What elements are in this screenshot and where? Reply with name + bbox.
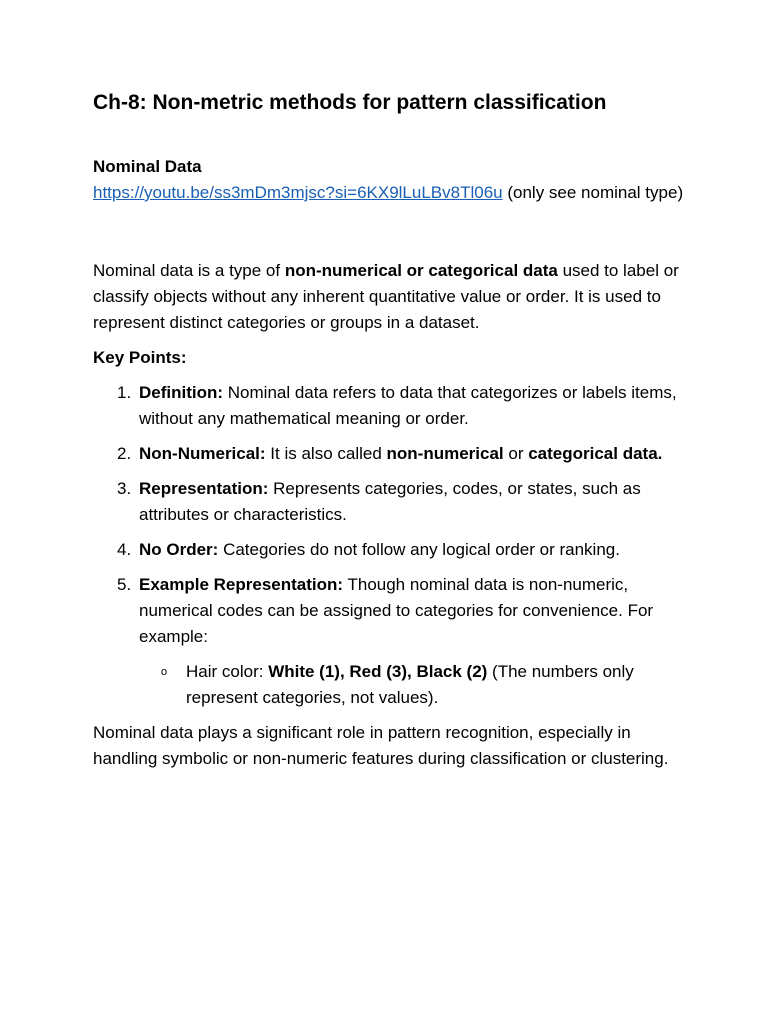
intro-paragraph [93,258,693,336]
point-label: Example Representation: [139,575,344,594]
sub-text: (The numbers only represent categories, not values). [186,662,634,707]
point-label: Representation: [139,479,269,498]
point-text: Nominal data refers to data that categorizes or labels items, without any mathematical meaning or order. [139,383,677,428]
hollow-bullet-icon: o [161,666,168,678]
key-points-heading: Key Points: [93,348,187,367]
point-text: Represents categories, codes, or states, such as attributes or characteristics. [139,479,641,524]
closing-paragraph: Nominal data plays a significant role in pattern recognition, especially in handling symbolic or non-numeric features during classification or clustering. [93,723,669,768]
point-text: or [503,444,529,463]
list-item [93,537,693,563]
list-number: 4. [117,540,132,559]
list-item [93,476,693,528]
list-number: 1. [117,383,132,402]
intro-pre: Nominal data is a type of [93,261,285,280]
point-label: No Order: [139,540,219,559]
list-item [93,380,693,432]
point-text: Categories do not follow any logical order or ranking. [218,540,620,559]
list-number: 3. [117,479,132,498]
document-page [93,88,693,772]
point-bold: non-numerical [386,444,504,463]
list-number: 5. [117,575,132,594]
sub-bold: White (1), Red (3), Black (2) [268,662,488,681]
page-title: Ch-8: Non-metric methods for pattern classification [93,91,607,114]
section-heading: Nominal Data [93,157,202,176]
sub-list-item [139,659,693,711]
video-link[interactable]: https://youtu.be/ss3mDm3mjsc?si=6KX9lLuLBv8Tl06u [93,183,503,202]
point-bold: categorical data. [528,444,663,463]
link-note: (only see nominal type) [502,183,684,202]
sub-text: Hair color: [186,662,269,681]
point-text: It is also called [265,444,387,463]
sub-list [139,659,693,711]
point-label: Definition: [139,383,224,402]
list-item [93,572,693,711]
list-number: 2. [117,444,132,463]
link-paragraph [93,180,693,206]
list-item [93,441,693,467]
key-points-list [93,380,693,711]
intro-bold: non-numerical or categorical data [284,261,558,280]
point-text: Though nominal data is non-numeric, numerical codes can be assigned to categories for convenience. For example: [139,575,654,646]
point-label: Non-Numerical: [139,444,266,463]
intro-post: used to label or classify objects without any inherent quantitative value or order. It is used to represent distinct categories or groups in a dataset. [93,261,679,332]
